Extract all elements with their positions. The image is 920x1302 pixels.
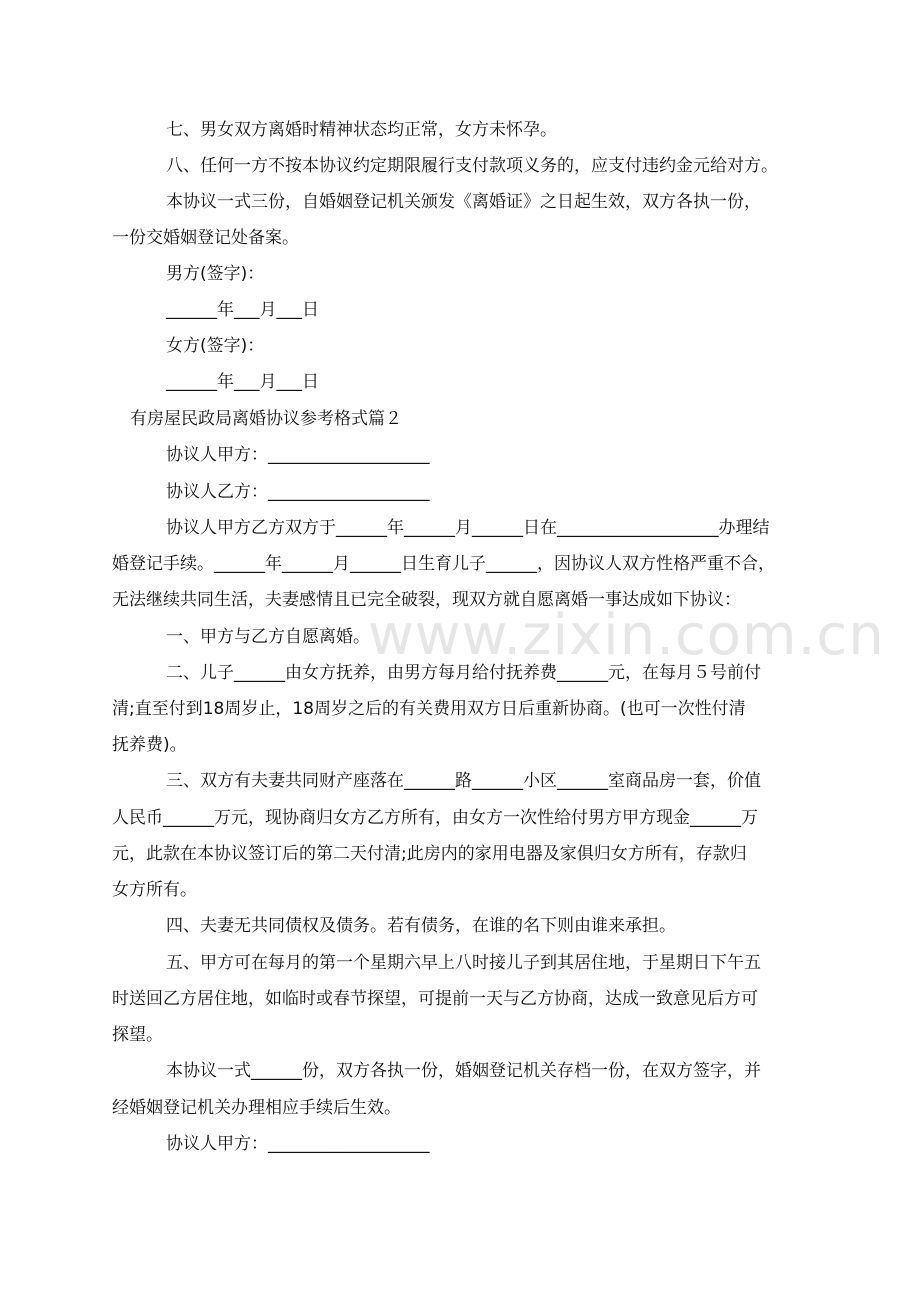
section-heading: 有房屋民政局离婚协议参考格式篇２: [130, 409, 402, 429]
party-a-field: 协议人甲方：___________________: [166, 445, 430, 465]
clause-2-line-1: 二、儿子______由女方抚养，由男方每月给付抚养费______元，在每月５号前付: [166, 663, 761, 683]
preamble-line-3: 无法继续共同生活，夫妻感情且已完全破裂，现双方就自愿离婚一事达成如下协议：: [112, 590, 741, 610]
male-signature-date: ______年___月___日: [166, 300, 319, 320]
copies-clause-line-2: 一份交婚姻登记处备案。: [112, 228, 299, 248]
copies-clause-line-1: 本协议一式三份，自婚姻登记机关颁发《离婚证》之日起生效，双方各执一份，: [166, 192, 761, 212]
clause-7: 七、男女双方离婚时精神状态均正常，女方未怀孕。: [166, 120, 557, 140]
preamble-line-2: 婚登记手续。______年______月______日生育儿子______，因协议人双方性格严重不合，: [112, 554, 775, 574]
preamble-line-1: 协议人甲方乙方双方于______年______月______日在___________________办理结: [166, 518, 770, 538]
clause-3-line-4: 女方所有。: [112, 880, 197, 900]
female-signature-label: 女方(签字)：: [166, 336, 265, 356]
party-a-signature-field: 协议人甲方：___________________: [166, 1134, 430, 1154]
clause-1: 一、甲方与乙方自愿离婚。: [166, 627, 370, 647]
clause-5-line-3: 探望。: [112, 1025, 163, 1045]
clause-3-line-3: 元，此款在本协议签订后的第二天付清;此房内的家用电器及家俱归女方所有，存款归: [112, 844, 747, 864]
clause-4: 四、夫妻无共同债权及债务。若有债务，在谁的名下则由谁来承担。: [166, 916, 676, 936]
clause-3-line-1: 三、双方有夫妻共同财产座落在______路______小区______室商品房一套，价值: [166, 771, 761, 791]
clause-2-line-3: 抚养费)。: [112, 735, 187, 755]
clause-8: 八、任何一方不按本协议约定期限履行支付款项义务的，应支付违约金元给对方。: [166, 156, 778, 176]
party-b-field: 协议人乙方：___________________: [166, 482, 430, 502]
male-signature-label: 男方(签字)：: [166, 264, 265, 284]
final-clause-line-2: 经婚姻登记机关办理相应手续后生效。: [112, 1098, 401, 1118]
clause-2-line-2: 清;直至付到18周岁止，18周岁之后的有关费用双方日后重新协商。(也可一次性付清: [112, 699, 746, 719]
clause-5-line-2: 时送回乙方居住地，如临时或春节探望，可提前一天与乙方协商，达成一致意见后方可: [112, 989, 758, 1009]
clause-5-line-1: 五、甲方可在每月的第一个星期六早上八时接儿子到其居住地，于星期日下午五: [166, 953, 761, 973]
clause-3-line-2: 人民币______万元，现协商归女方乙方所有，由女方一次性给付男方甲方现金______万: [112, 808, 758, 828]
final-clause-line-1: 本协议一式______份，双方各执一份，婚姻登记机关存档一份，在双方签字，并: [166, 1061, 761, 1081]
watermark: www.zixin.com.cn: [368, 603, 885, 668]
female-signature-date: ______年___月___日: [166, 372, 319, 392]
